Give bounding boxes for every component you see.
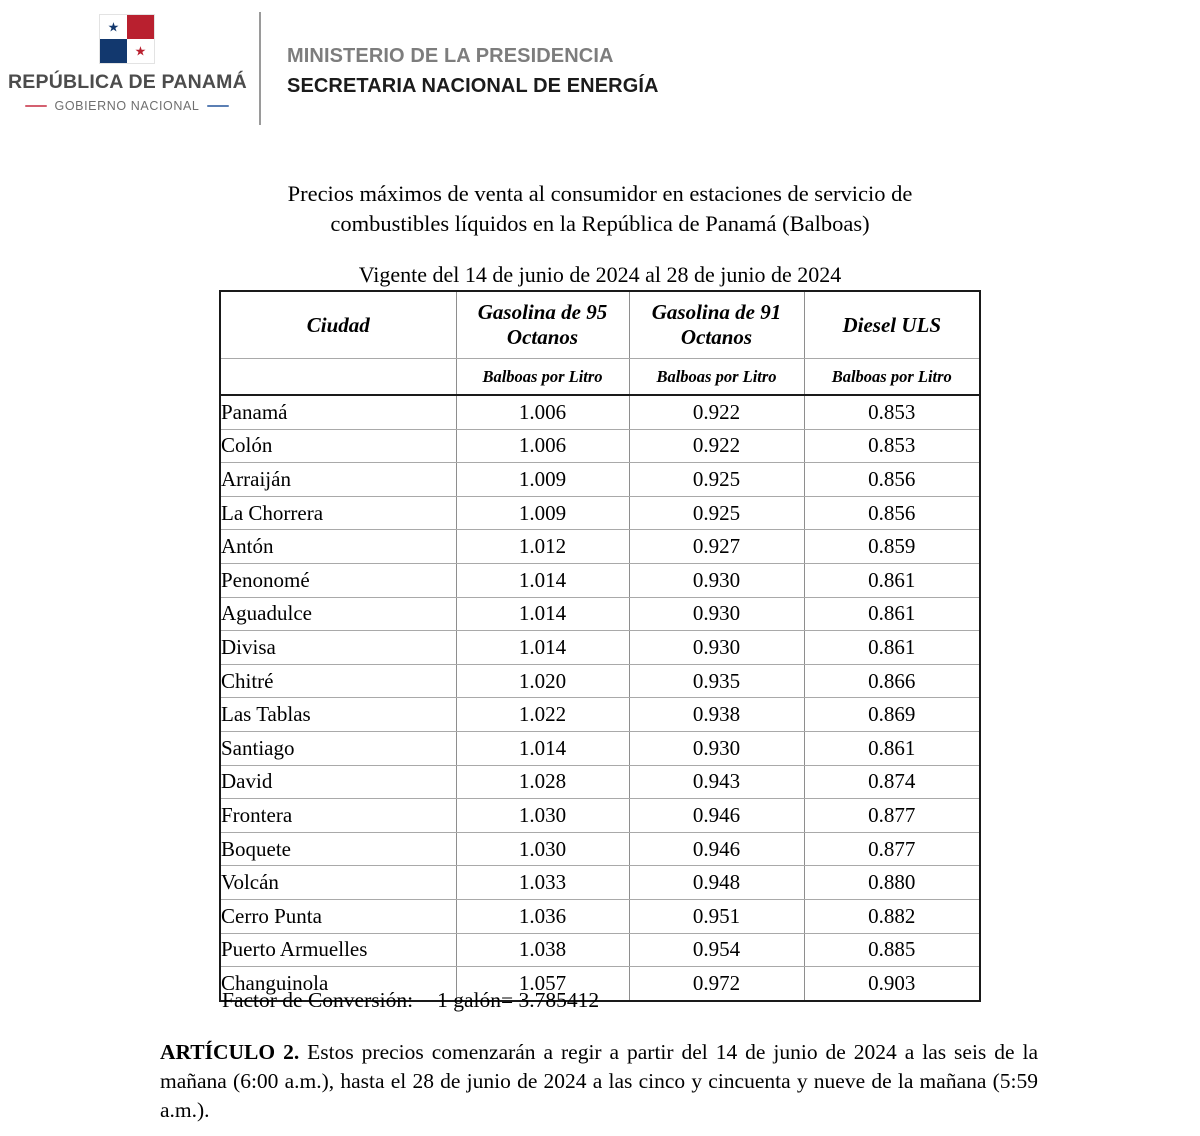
table-row <box>220 664 980 698</box>
unit-header-city <box>220 359 456 396</box>
cell-gas91: 0.930 <box>629 597 804 631</box>
republic-title: REPÚBLICA DE PANAMÁ <box>8 71 247 93</box>
cell-gas95: 1.009 <box>456 496 629 530</box>
cell-city: Puerto Armuelles <box>220 933 456 967</box>
article-2-paragraph <box>160 1038 1038 1125</box>
cell-diesel: 0.869 <box>804 698 980 732</box>
cell-gas95: 1.033 <box>456 866 629 900</box>
cell-gas95: 1.030 <box>456 832 629 866</box>
page-header <box>0 0 1200 140</box>
cell-city: Boquete <box>220 832 456 866</box>
cell-gas95: 1.014 <box>456 731 629 765</box>
cell-gas91: 0.922 <box>629 429 804 463</box>
cell-city: Cerro Punta <box>220 899 456 933</box>
cell-city: Las Tablas <box>220 698 456 732</box>
conversion-value: 1 galón= 3.785412 <box>437 988 600 1012</box>
cell-gas91: 0.925 <box>629 463 804 497</box>
table-row <box>220 597 980 631</box>
page-title: Precios máximos de venta al consumidor en estaciones de servicio de combustibles líquidos en la República de Panamá (Balboas) <box>287 181 913 236</box>
unit-header-gas95: Balboas por Litro <box>456 359 629 396</box>
ministry-name: MINISTERIO DE LA PRESIDENCIA <box>287 45 614 67</box>
cell-gas91: 0.943 <box>629 765 804 799</box>
cell-city: Aguadulce <box>220 597 456 631</box>
flag-quadrant-bottom-right <box>127 39 154 63</box>
cell-diesel: 0.861 <box>804 731 980 765</box>
cell-diesel: 0.903 <box>804 967 980 1001</box>
cell-city: Colón <box>220 429 456 463</box>
cell-city: Santiago <box>220 731 456 765</box>
cell-diesel: 0.866 <box>804 664 980 698</box>
flag-quadrant-bottom-left <box>100 39 127 63</box>
table-row <box>220 563 980 597</box>
cell-diesel: 0.885 <box>804 933 980 967</box>
cell-gas95: 1.006 <box>456 429 629 463</box>
cell-city: Chitré <box>220 664 456 698</box>
table-unit-row <box>220 359 980 396</box>
table-head <box>220 291 980 395</box>
table-row <box>220 496 980 530</box>
cell-diesel: 0.856 <box>804 496 980 530</box>
cell-gas95: 1.014 <box>456 563 629 597</box>
cell-city: Frontera <box>220 799 456 833</box>
cell-diesel: 0.880 <box>804 866 980 900</box>
table-row <box>220 698 980 732</box>
cell-gas95: 1.006 <box>456 395 629 429</box>
table-row <box>220 631 980 665</box>
cell-gas91: 0.948 <box>629 866 804 900</box>
cell-gas91: 0.972 <box>629 967 804 1001</box>
flag-quadrant-top-right <box>127 15 154 39</box>
table-header-row <box>220 291 980 359</box>
cell-diesel: 0.874 <box>804 765 980 799</box>
cell-gas91: 0.946 <box>629 799 804 833</box>
cell-diesel: 0.877 <box>804 832 980 866</box>
cell-diesel: 0.853 <box>804 395 980 429</box>
column-header-gas91: Gasolina de 91 Octanos <box>629 291 804 359</box>
cell-gas91: 0.927 <box>629 530 804 564</box>
panama-flag-icon <box>99 14 155 64</box>
cell-gas95: 1.038 <box>456 933 629 967</box>
cell-gas95: 1.022 <box>456 698 629 732</box>
cell-diesel: 0.882 <box>804 899 980 933</box>
cell-gas91: 0.954 <box>629 933 804 967</box>
government-subtitle: GOBIERNO NACIONAL <box>54 99 200 113</box>
cell-city: Panamá <box>220 395 456 429</box>
cell-diesel: 0.861 <box>804 563 980 597</box>
column-header-diesel: Diesel ULS <box>804 291 980 359</box>
table-row <box>220 731 980 765</box>
cell-gas95: 1.009 <box>456 463 629 497</box>
header-vertical-divider <box>259 12 261 125</box>
table-row <box>220 933 980 967</box>
unit-header-gas91: Balboas por Litro <box>629 359 804 396</box>
cell-diesel: 0.861 <box>804 631 980 665</box>
cell-gas95: 1.014 <box>456 597 629 631</box>
table-row <box>220 799 980 833</box>
table-row <box>220 530 980 564</box>
secretariat-name: SECRETARIA NACIONAL DE ENERGÍA <box>287 75 659 97</box>
table-row <box>220 429 980 463</box>
cell-city: La Chorrera <box>220 496 456 530</box>
cell-city: Penonomé <box>220 563 456 597</box>
cell-gas91: 0.946 <box>629 832 804 866</box>
cell-city: David <box>220 765 456 799</box>
table-row <box>220 866 980 900</box>
cell-gas91: 0.930 <box>629 731 804 765</box>
conversion-label: Factor de Conversión: <box>222 988 414 1012</box>
government-subtitle-row <box>8 99 246 113</box>
red-star-icon: ★ <box>134 43 147 59</box>
cell-city: Volcán <box>220 866 456 900</box>
table-row <box>220 463 980 497</box>
unit-header-diesel: Balboas por Litro <box>804 359 980 396</box>
table-row <box>220 395 980 429</box>
table-row <box>220 765 980 799</box>
cell-diesel: 0.861 <box>804 597 980 631</box>
cell-gas95: 1.030 <box>456 799 629 833</box>
table-row <box>220 832 980 866</box>
cell-gas95: 1.036 <box>456 899 629 933</box>
cell-diesel: 0.856 <box>804 463 980 497</box>
validity-period: Vigente del 14 de junio de 2024 al 28 de junio de 2024 <box>358 262 842 287</box>
cell-gas95: 1.020 <box>456 664 629 698</box>
ministry-block <box>287 45 659 98</box>
column-header-gas95: Gasolina de 95 Octanos <box>456 291 629 359</box>
cell-diesel: 0.853 <box>804 429 980 463</box>
blue-dash-icon <box>207 105 229 107</box>
cell-gas91: 0.938 <box>629 698 804 732</box>
cell-city: Divisa <box>220 631 456 665</box>
table-body <box>220 395 980 1001</box>
cell-city: Antón <box>220 530 456 564</box>
fuel-price-table <box>219 290 981 1002</box>
republic-brand-block <box>8 14 246 113</box>
red-dash-icon <box>25 105 47 107</box>
cell-gas91: 0.922 <box>629 395 804 429</box>
cell-city: Changuinola <box>220 967 456 1001</box>
article-2-label: ARTÍCULO 2. <box>160 1040 300 1064</box>
cell-gas91: 0.930 <box>629 631 804 665</box>
cell-gas91: 0.951 <box>629 899 804 933</box>
cell-city: Arraiján <box>220 463 456 497</box>
article-2-text: Estos precios comenzarán a regir a partir del 14 de junio de 2024 a las seis de la mañana (6:00 a.m.), hasta el 28 de junio de 2024 a las cinco y cincuenta y nueve de la mañana (5:59 a.m.). <box>160 1040 1038 1122</box>
cell-gas91: 0.935 <box>629 664 804 698</box>
cell-gas95: 1.012 <box>456 530 629 564</box>
cell-gas91: 0.930 <box>629 563 804 597</box>
cell-diesel: 0.859 <box>804 530 980 564</box>
table-row <box>220 899 980 933</box>
flag-quadrant-top-left <box>100 15 127 39</box>
cell-diesel: 0.877 <box>804 799 980 833</box>
cell-gas91: 0.925 <box>629 496 804 530</box>
conversion-factor <box>222 988 599 1013</box>
cell-gas95: 1.014 <box>456 631 629 665</box>
cell-gas95: 1.028 <box>456 765 629 799</box>
blue-star-icon: ★ <box>107 19 120 35</box>
cell-gas95: 1.057 <box>456 967 629 1001</box>
column-header-city: Ciudad <box>220 291 456 359</box>
